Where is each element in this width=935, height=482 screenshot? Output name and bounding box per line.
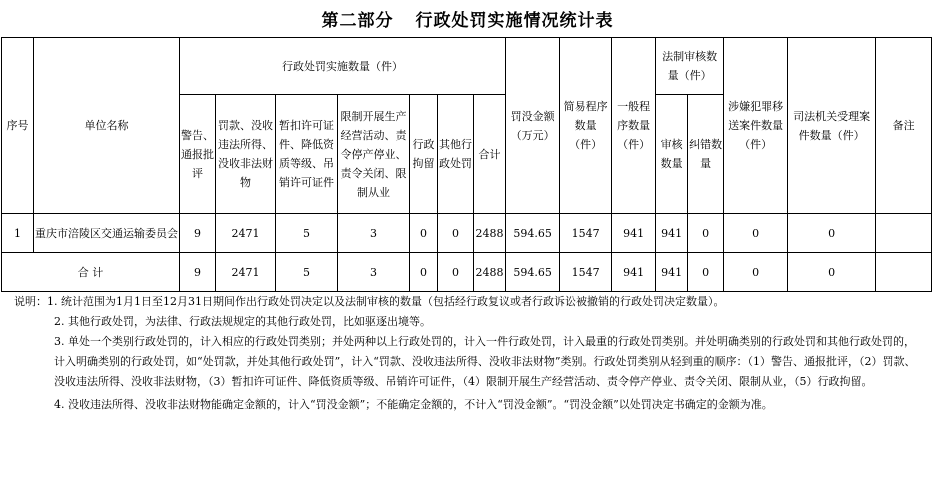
page-title [0,6,935,31]
header-review: 审核数量 [656,95,688,214]
total-fine: 2471 [216,253,276,292]
row-restrict: 3 [338,214,410,253]
row-suspend: 5 [276,214,338,253]
row-general: 941 [612,214,656,253]
header-fine: 罚款、没收违法所得、没收非法财物 [216,95,276,214]
header-detain: 行政拘留 [410,95,438,214]
row-judicial: 0 [788,214,876,253]
header-remark: 备注 [876,38,932,214]
row-fine: 2471 [216,214,276,253]
header-suspend: 暂扣许可证件、降低资质等级、吊销许可证件 [276,95,338,214]
header-general: 一般程序数量（件） [612,38,656,214]
row-detain: 0 [410,214,438,253]
total-judicial: 0 [788,253,876,292]
row-total: 2488 [474,214,506,253]
total-warning: 9 [180,253,216,292]
row-other: 0 [438,214,474,253]
total-total: 2488 [474,253,506,292]
header-total: 合计 [474,95,506,214]
total-transfer: 0 [724,253,788,292]
note-1: 说明：1. 统计范围为1月1日至12月31日期间作出行政处罚决定以及法制审核的数量（包括经行政复议或者行政诉讼被撤销的行政处罚决定数量）。 [14,295,725,308]
statistics-table [1,37,932,292]
row-simple: 1547 [560,214,612,253]
header-impl-group: 行政处罚实施数量（件） [180,38,506,95]
header-review-group: 法制审核数量（件） [656,38,724,95]
header-restrict: 限制开展生产经营活动、责令停产停业、责令关闭、限制从业 [338,95,410,214]
total-remark [876,253,932,292]
row-seq: 1 [2,214,34,253]
notes-section [14,292,919,418]
row-correct: 0 [688,214,724,253]
total-other: 0 [438,253,474,292]
header-amount: 罚没金额（万元） [506,38,560,214]
total-suspend: 5 [276,253,338,292]
row-unit: 重庆市涪陵区交通运输委员会 [34,214,180,253]
header-judicial: 司法机关受理案件数量（件） [788,38,876,214]
total-simple: 1547 [560,253,612,292]
total-amount: 594.65 [506,253,560,292]
total-correct: 0 [688,253,724,292]
row-warning: 9 [180,214,216,253]
row-remark [876,214,932,253]
total-restrict: 3 [338,253,410,292]
header-other: 其他行政处罚 [438,95,474,214]
row-review: 941 [656,214,688,253]
total-detain: 0 [410,253,438,292]
total-label: 合 计 [2,253,180,292]
total-review: 941 [656,253,688,292]
note-2: 2. 其他行政处罚，为法律、行政法规规定的其他行政处罚，比如驱逐出境等。 [54,315,431,328]
note-4: 4. 没收违法所得、没收非法财物能确定金额的，计入“罚没金额”；不能确定金额的，不计入“罚没金额”。“罚没金额”以处罚决定书确定的金额为准。 [54,398,773,411]
total-row [2,253,932,292]
total-general: 941 [612,253,656,292]
title-name: 行政处罚实施情况统计表 [415,11,614,31]
row-amount: 594.65 [506,214,560,253]
header-simple: 简易程序数量（件） [560,38,612,214]
header-warning: 警告、通报批评 [180,95,216,214]
title-part: 第二部分 [321,11,394,31]
header-transfer: 涉嫌犯罪移送案件数量（件） [724,38,788,214]
header-correct: 纠错数量 [688,95,724,214]
header-seq: 序号 [2,38,34,214]
row-transfer: 0 [724,214,788,253]
note-3: 3. 单处一个类别行政处罚的，计入相应的行政处罚类别；并处两种以上行政处罚的，计入一件行政处罚，计入最重的行政处罚类别。并处明确类别的行政处罚和其他行政处罚的，计入明确类别的行政处罚，如“处罚款，并处其他行政处罚”，计入“罚款、没收违法所得、没收非法财物”类别。行政处罚类别从轻到重的顺序：（1）警告、通报批评，（2）罚款、没收违法所得、没收非法财物，（3）暂扣许可证件、降低资质等级、吊销许可证件，（4）限制开展生产经营活动、责令停产停业、责令关闭、限制从业，（5）行政拘留。 [54,335,916,388]
table-row [2,214,932,253]
header-unit: 单位名称 [34,38,180,214]
header-row-1 [2,38,932,95]
